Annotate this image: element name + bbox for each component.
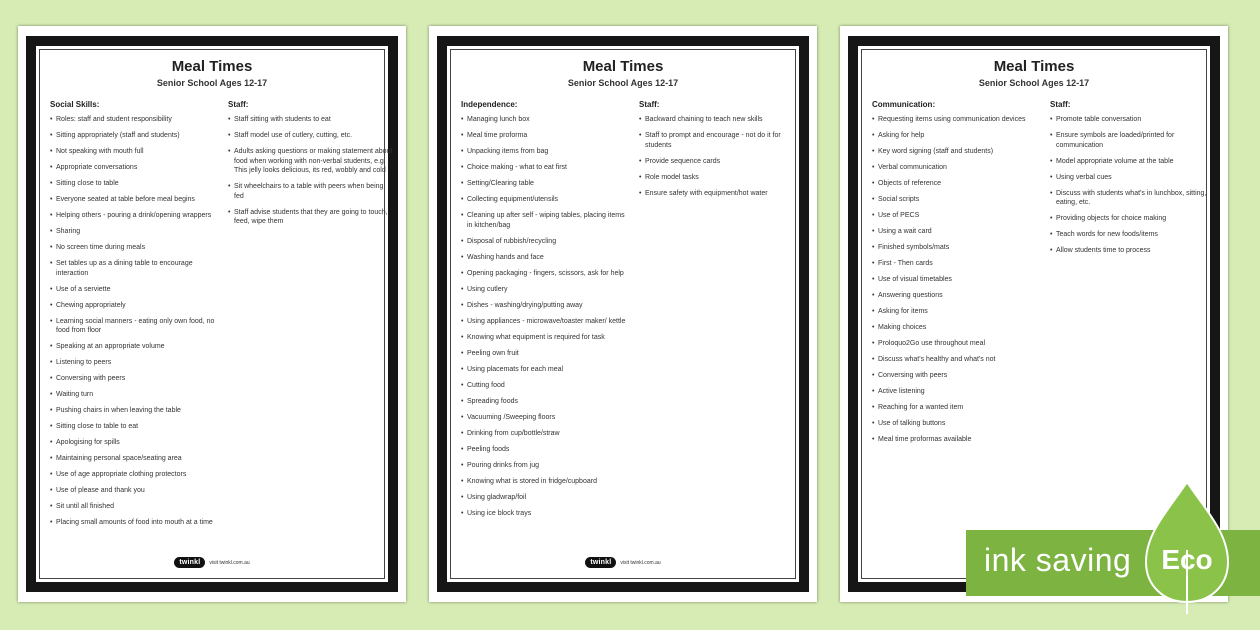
list-item: • Managing lunch box bbox=[461, 115, 629, 125]
website-text: visit twinkl.com.au bbox=[209, 559, 250, 566]
website-text: visit twinkl.com.au bbox=[620, 559, 661, 566]
list-item: • Cleaning up after self - wiping tables, placing items in kitchen/bag bbox=[461, 211, 629, 230]
list-item: • Use of age appropriate clothing protectors bbox=[50, 470, 218, 480]
ink-saving-label: ink saving bbox=[984, 542, 1132, 578]
list-item: • Using appliances - microwave/toaster maker/ kettle bbox=[461, 317, 629, 327]
left-column bbox=[872, 100, 1040, 451]
worksheet-title: Meal Times bbox=[993, 58, 1075, 75]
list-item: • Sitting appropriately (staff and students) bbox=[50, 131, 218, 141]
list-item: • Pouring drinks from jug bbox=[461, 461, 629, 471]
list-item: • Use of visual timetables bbox=[872, 275, 1040, 285]
list-item: • Washing hands and face bbox=[461, 253, 629, 263]
list-item: • Peeling own fruit bbox=[461, 349, 629, 359]
list-item: • Not speaking with mouth full bbox=[50, 147, 218, 157]
list-item: • Staff model use of cutlery, cutting, etc. bbox=[228, 131, 394, 141]
list-item: • Using placemats for each meal bbox=[461, 365, 629, 375]
list-item: • Vacuuming /Sweeping floors bbox=[461, 413, 629, 423]
right-column bbox=[228, 100, 394, 233]
list-item: • First - Then cards bbox=[872, 259, 1040, 269]
list-item: • Making choices bbox=[872, 323, 1040, 333]
list-item: • Social scripts bbox=[872, 195, 1040, 205]
right-column bbox=[639, 100, 805, 205]
list-item: • No screen time during meals bbox=[50, 243, 218, 253]
list-item: • Using cutlery bbox=[461, 285, 629, 295]
list-item: • Using a wait card bbox=[872, 227, 1040, 237]
list-item: • Disposal of rubbish/recycling bbox=[461, 237, 629, 247]
list-item: • Staff sitting with students to eat bbox=[228, 115, 394, 125]
column-heading: Social Skills: bbox=[50, 100, 100, 109]
worksheet-title: Meal Times bbox=[582, 58, 664, 75]
list-item: • Backward chaining to teach new skills bbox=[639, 115, 805, 125]
list-item: • Reaching for a wanted item bbox=[872, 403, 1040, 413]
worksheet-subtitle: Senior School Ages 12-17 bbox=[978, 78, 1090, 88]
column-heading: Communication: bbox=[872, 100, 936, 109]
worksheet-subtitle: Senior School Ages 12-17 bbox=[567, 78, 679, 88]
list-item: • Dishes - washing/drying/putting away bbox=[461, 301, 629, 311]
footer bbox=[40, 557, 384, 568]
list-item: • Asking for help bbox=[872, 131, 1040, 141]
list-item: • Adults asking questions or making statement about food when working with non-verbal students, e.g. This jelly looks delicious, its red, wobbly and cold bbox=[228, 147, 394, 176]
list-item: • Model appropriate volume at the table bbox=[1050, 157, 1216, 167]
item-list bbox=[50, 115, 218, 528]
list-item: • Use of PECS bbox=[872, 211, 1040, 221]
list-item: • Spreading foods bbox=[461, 397, 629, 407]
list-item: • Everyone seated at table before meal begins bbox=[50, 195, 218, 205]
list-item: • Sitting close to table to eat bbox=[50, 422, 218, 432]
list-item: • Roles: staff and student responsibility bbox=[50, 115, 218, 125]
list-item: • Providing objects for choice making bbox=[1050, 214, 1216, 224]
list-item: • Provide sequence cards bbox=[639, 157, 805, 167]
list-item: • Allow students time to process bbox=[1050, 246, 1216, 256]
worksheet-content bbox=[39, 49, 393, 579]
list-item: • Use of talking buttons bbox=[872, 419, 1040, 429]
list-item: • Sitting close to table bbox=[50, 179, 218, 189]
list-item: • Promote table conversation bbox=[1050, 115, 1216, 125]
list-item: • Use of please and thank you bbox=[50, 486, 218, 496]
list-item: • Requesting items using communication devices bbox=[872, 115, 1040, 125]
list-item: • Answering questions bbox=[872, 291, 1040, 301]
list-item: • Setting/Clearing table bbox=[461, 179, 629, 189]
column-heading: Staff: bbox=[639, 100, 660, 109]
list-item: • Set tables up as a dining table to encourage interaction bbox=[50, 259, 218, 278]
list-item: • Choice making - what to eat first bbox=[461, 163, 629, 173]
list-item: • Maintaining personal space/seating area bbox=[50, 454, 218, 464]
list-item: • Sharing bbox=[50, 227, 218, 237]
item-list bbox=[872, 115, 1040, 445]
list-item: • Role model tasks bbox=[639, 173, 805, 183]
footer bbox=[451, 557, 795, 568]
worksheet-subtitle: Senior School Ages 12-17 bbox=[156, 78, 268, 88]
twinkl-logo: twinkl bbox=[174, 557, 205, 568]
list-item: • Using ice block trays bbox=[461, 509, 629, 519]
list-item: • Sit until all finished bbox=[50, 502, 218, 512]
list-item: • Proloquo2Go use throughout meal bbox=[872, 339, 1040, 349]
list-item: • Pushing chairs in when leaving the table bbox=[50, 406, 218, 416]
left-column bbox=[50, 100, 218, 534]
right-column bbox=[1050, 100, 1216, 262]
list-item: • Ensure safety with equipment/hot water bbox=[639, 189, 805, 199]
twinkl-logo: twinkl bbox=[585, 557, 616, 568]
worksheet-independence bbox=[429, 26, 817, 602]
list-item: • Knowing what equipment is required for task bbox=[461, 333, 629, 343]
list-item: • Drinking from cup/bottle/straw bbox=[461, 429, 629, 439]
list-item: • Conversing with peers bbox=[50, 374, 218, 384]
list-item: • Verbal communication bbox=[872, 163, 1040, 173]
list-item: • Staff to prompt and encourage - not do it for students bbox=[639, 131, 805, 150]
list-item: • Peeling foods bbox=[461, 445, 629, 455]
worksheet-title: Meal Times bbox=[171, 58, 253, 75]
item-list bbox=[1050, 115, 1216, 256]
list-item: • Sit wheelchairs to a table with peers when being fed bbox=[228, 182, 394, 201]
list-item: • Finished symbols/mats bbox=[872, 243, 1040, 253]
list-item: • Conversing with peers bbox=[872, 371, 1040, 381]
worksheet-content bbox=[450, 49, 796, 579]
list-item: • Discuss what's healthy and what's not bbox=[872, 355, 1040, 365]
item-list bbox=[461, 115, 629, 518]
list-item: • Asking for items bbox=[872, 307, 1040, 317]
list-item: • Helping others - pouring a drink/opening wrappers bbox=[50, 211, 218, 221]
list-item: • Staff advise students that they are going to touch, feed, wipe them bbox=[228, 208, 394, 227]
worksheet-social-skills bbox=[18, 26, 406, 602]
list-item: • Ensure symbols are loaded/printed for communication bbox=[1050, 131, 1216, 150]
list-item: • Apologising for spills bbox=[50, 438, 218, 448]
list-item: • Appropriate conversations bbox=[50, 163, 218, 173]
list-item: • Unpacking items from bag bbox=[461, 147, 629, 157]
column-heading: Independence: bbox=[461, 100, 518, 109]
list-item: • Using gladwrap/foil bbox=[461, 493, 629, 503]
eco-label: Eco bbox=[1161, 544, 1213, 575]
list-item: • Knowing what is stored in fridge/cupboard bbox=[461, 477, 629, 487]
list-item: • Speaking at an appropriate volume bbox=[50, 342, 218, 352]
list-item: • Objects of reference bbox=[872, 179, 1040, 189]
list-item: • Placing small amounts of food into mouth at a time bbox=[50, 518, 218, 528]
list-item: • Collecting equipment/utensils bbox=[461, 195, 629, 205]
list-item: • Learning social manners - eating only own food, no food from floor bbox=[50, 317, 218, 336]
list-item: • Active listening bbox=[872, 387, 1040, 397]
list-item: • Discuss with students what's in lunchbox, sitting, eating, etc. bbox=[1050, 189, 1216, 208]
list-item: • Waiting turn bbox=[50, 390, 218, 400]
list-item: • Listening to peers bbox=[50, 358, 218, 368]
list-item: • Using verbal cues bbox=[1050, 173, 1216, 183]
worksheet-border bbox=[437, 36, 809, 592]
column-heading: Staff: bbox=[228, 100, 249, 109]
list-item: • Meal time proformas available bbox=[872, 435, 1040, 445]
item-list bbox=[639, 115, 805, 198]
list-item: • Use of a serviette bbox=[50, 285, 218, 295]
worksheet-border bbox=[26, 36, 398, 592]
column-heading: Staff: bbox=[1050, 100, 1071, 109]
list-item: • Meal time proforma bbox=[461, 131, 629, 141]
left-column bbox=[461, 100, 629, 525]
list-item: • Key word signing (staff and students) bbox=[872, 147, 1040, 157]
list-item: • Chewing appropriately bbox=[50, 301, 218, 311]
list-item: • Opening packaging - fingers, scissors, ask for help bbox=[461, 269, 629, 279]
item-list bbox=[228, 115, 394, 227]
list-item: • Cutting food bbox=[461, 381, 629, 391]
list-item: • Teach words for new foods/items bbox=[1050, 230, 1216, 240]
